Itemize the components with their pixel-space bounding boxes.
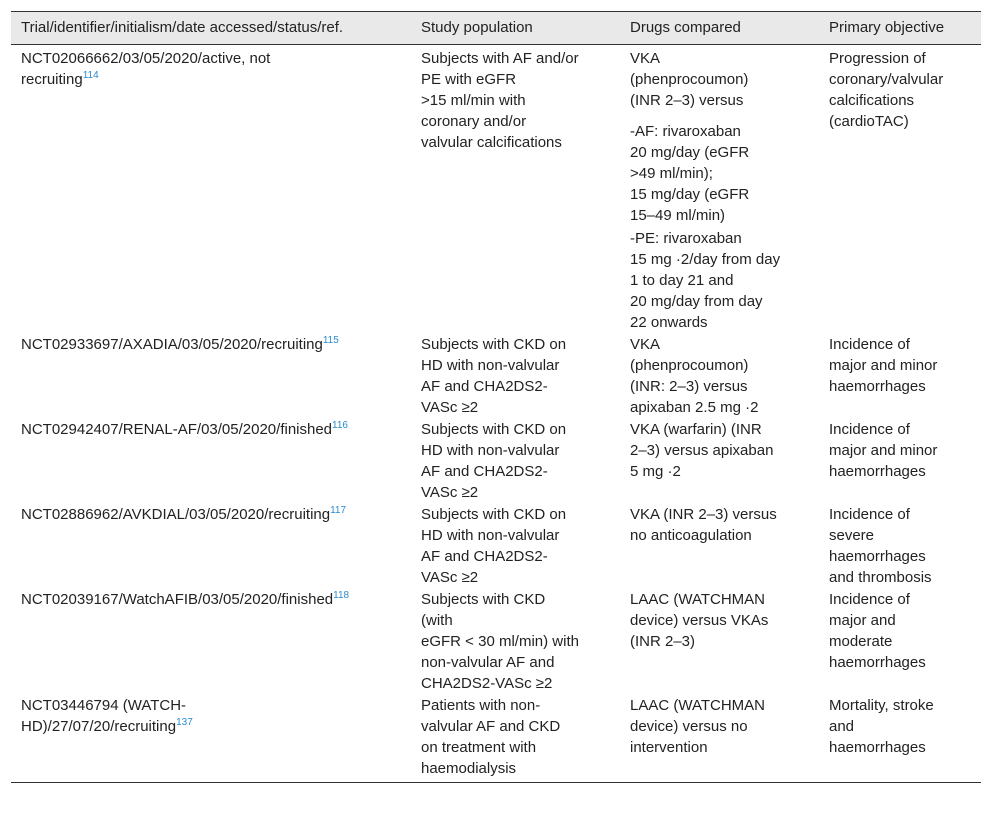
objective-line: coronary/valvular: [829, 71, 944, 88]
objective-line: Progression of: [829, 50, 926, 67]
objective-line: haemorrhages: [829, 378, 926, 395]
drugs-line: device) versus VKAs: [630, 612, 769, 629]
cell-drugs: [620, 45, 819, 334]
drugs-line: 1 to day 21 and: [630, 272, 734, 289]
objective-line: major and minor: [829, 442, 938, 459]
reference-link[interactable]: 115: [322, 335, 339, 346]
objective-line: and: [829, 718, 855, 735]
reference-link[interactable]: 114: [82, 70, 99, 81]
cell-drugs: [620, 588, 819, 694]
drugs-line: (INR: 2–3) versus: [630, 378, 748, 395]
drugs-line: (INR 2–3): [630, 633, 696, 650]
drugs-line: -PE: rivaroxaban: [630, 230, 742, 247]
population-line: non-valvular AF and: [421, 654, 555, 671]
drugs-line: (phenprocoumon): [630, 357, 749, 374]
drugs-line: 15–49 ml/min): [630, 207, 726, 224]
cell-population: [411, 503, 620, 588]
population-line: eGFR < 30 ml/min) with: [421, 633, 579, 650]
reference-link[interactable]: 117: [330, 505, 347, 516]
table-row: [11, 694, 981, 783]
drugs-line: apixaban 2.5 mg ·2: [630, 399, 759, 416]
cell-population: [411, 333, 620, 418]
drugs-line: 15 mg ·2/day from day: [630, 251, 781, 268]
trial-line: NCT02942407/RENAL-AF/03/05/2020/finished$^{116}$: [21, 420, 348, 438]
reference-link[interactable]: 116: [332, 420, 348, 431]
population-line: HD with non-valvular: [421, 442, 560, 459]
cell-objective: [819, 45, 981, 334]
population-line: haemodialysis: [421, 760, 517, 777]
table-body: [11, 45, 981, 783]
cell-objective: [819, 694, 981, 783]
objective-line: haemorrhages: [829, 739, 926, 756]
trial-line: recruiting$^{114}$: [21, 70, 99, 88]
population-line: PE with eGFR: [421, 71, 517, 88]
population-line: VASc ≥2: [421, 484, 479, 501]
population-line: coronary and/or: [421, 113, 527, 130]
cell-objective: [819, 588, 981, 694]
population-line: AF and CHA2DS2-: [421, 548, 548, 565]
objective-line: haemorrhages: [829, 548, 926, 565]
population-line: Subjects with CKD on: [421, 421, 567, 438]
trial-line: NCT02039167/WatchAFIB/03/05/2020/finished$^{118}$: [21, 590, 350, 608]
cell-drugs: [620, 503, 819, 588]
population-line: AF and CHA2DS2-: [421, 463, 548, 480]
clinical-trials-table: [11, 11, 981, 783]
population-line: AF and CHA2DS2-: [421, 378, 548, 395]
objective-line: haemorrhages: [829, 654, 926, 671]
trial-line: NCT02066662/03/05/2020/active, not: [21, 50, 271, 67]
objective-line: major and minor: [829, 357, 938, 374]
drugs-line: 20 mg/day from day: [630, 293, 763, 310]
drugs-line: -AF: rivaroxaban: [630, 123, 741, 140]
table-row: [11, 503, 981, 588]
trial-line: NCT02933697/AXADIA/03/05/2020/recruiting$^{115}$: [21, 335, 339, 353]
drugs-line: 22 onwards: [630, 314, 708, 331]
header-population: Study population: [411, 12, 620, 45]
drugs-line: device) versus no: [630, 718, 748, 735]
table-header: [11, 12, 981, 45]
table-row: [11, 588, 981, 694]
drugs-line: 2–3) versus apixaban: [630, 442, 774, 459]
population-line: HD with non-valvular: [421, 527, 560, 544]
cell-population: [411, 418, 620, 503]
drugs-line: VKA (INR 2–3) versus: [630, 506, 777, 523]
cell-drugs: [620, 333, 819, 418]
cell-population: [411, 588, 620, 694]
objective-line: (cardioTAC): [829, 113, 909, 130]
population-line: HD with non-valvular: [421, 357, 560, 374]
population-line: CHA2DS2-VASc ≥2: [421, 675, 553, 692]
population-line: >15 ml/min with: [421, 92, 526, 109]
cell-trial: [11, 333, 411, 418]
objective-line: major and: [829, 612, 896, 629]
objective-line: haemorrhages: [829, 463, 926, 480]
cell-objective: [819, 503, 981, 588]
table-row: [11, 418, 981, 503]
objective-line: Incidence of: [829, 506, 910, 523]
cell-trial: [11, 503, 411, 588]
population-line: on treatment with: [421, 739, 537, 756]
drugs-line: intervention: [630, 739, 708, 756]
population-line: valvular AF and CKD: [421, 718, 561, 735]
population-line: Subjects with AF and/or: [421, 50, 579, 67]
drugs-line: 20 mg/day (eGFR: [630, 144, 750, 161]
drugs-line: VKA (warfarin) (INR: [630, 421, 762, 438]
cell-trial: [11, 45, 411, 334]
cell-trial: [11, 694, 411, 783]
objective-line: and thrombosis: [829, 569, 932, 586]
population-line: VASc ≥2: [421, 569, 479, 586]
cell-objective: [819, 333, 981, 418]
table-row: [11, 333, 981, 418]
header-drugs: Drugs compared: [620, 12, 819, 45]
objective-line: Incidence of: [829, 591, 910, 608]
drugs-line: LAAC (WATCHMAN: [630, 697, 765, 714]
cell-trial: [11, 588, 411, 694]
drugs-line: no anticoagulation: [630, 527, 752, 544]
cell-trial: [11, 418, 411, 503]
paragraph-gap: [630, 111, 809, 121]
cell-drugs: [620, 694, 819, 783]
population-line: Subjects with CKD on: [421, 336, 567, 353]
cell-population: [411, 45, 620, 334]
header-objective: Primary objective: [819, 12, 981, 45]
objective-line: Incidence of: [829, 336, 910, 353]
objective-line: Incidence of: [829, 421, 910, 438]
objective-line: severe: [829, 527, 875, 544]
trial-line: HD)/27/07/20/recruiting$^{137}$: [21, 717, 193, 735]
drugs-line: VKA: [630, 50, 661, 67]
trial-line: NCT03446794 (WATCH-: [21, 697, 187, 714]
drugs-line: LAAC (WATCHMAN: [630, 591, 765, 608]
drugs-line: 15 mg/day (eGFR: [630, 186, 750, 203]
reference-link[interactable]: 137: [176, 717, 193, 728]
cell-drugs: [620, 418, 819, 503]
objective-line: moderate: [829, 633, 893, 650]
population-line: Subjects with CKD: [421, 591, 546, 608]
trial-line: NCT02886962/AVKDIAL/03/05/2020/recruiting$^{117}$: [21, 505, 347, 523]
population-line: Subjects with CKD on: [421, 506, 567, 523]
population-line: (with: [421, 612, 453, 629]
objective-line: calcifications: [829, 92, 915, 109]
drugs-line: >49 ml/min);: [630, 165, 713, 182]
reference-link[interactable]: 118: [333, 590, 350, 601]
header-trial: Trial/identifier/initialism/date accessed/status/ref.: [11, 12, 411, 45]
header-row: [11, 12, 981, 45]
population-line: Patients with non-: [421, 697, 541, 714]
drugs-line: VKA: [630, 336, 661, 353]
population-line: VASc ≥2: [421, 399, 479, 416]
population-line: valvular calcifications: [421, 134, 562, 151]
cell-objective: [819, 418, 981, 503]
table-row: [11, 45, 981, 334]
drugs-line: (phenprocoumon): [630, 71, 749, 88]
drugs-line: (INR 2–3) versus: [630, 92, 744, 109]
objective-line: Mortality, stroke: [829, 697, 934, 714]
cell-population: [411, 694, 620, 783]
drugs-line: 5 mg ·2: [630, 463, 681, 480]
